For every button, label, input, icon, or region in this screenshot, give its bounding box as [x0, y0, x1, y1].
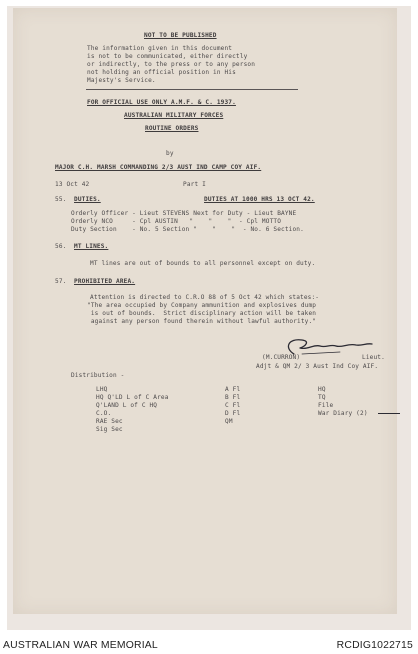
- order-date: 13 Oct 42: [55, 181, 90, 188]
- item-text-line: "The area occupied by Company ammunition and explosives dump: [87, 302, 317, 309]
- item-heading-prohibited-area: PROHIBITED AREA.: [74, 278, 136, 285]
- order-type-heading: ROUTINE ORDERS: [145, 125, 199, 132]
- item-number: 55.: [55, 196, 67, 203]
- distribution-entry: HQ Q'LD L of C Area: [96, 394, 169, 401]
- archive-footer: [0, 638, 418, 654]
- item-number: 57.: [55, 278, 67, 285]
- item-text-line: against any person found therein without lawful authority.": [87, 318, 317, 325]
- by-label: by: [166, 150, 174, 157]
- distribution-entry: Sig Sec: [96, 426, 123, 433]
- duty-line: Orderly Officer - Lieut STEVENS Next for Duty - Lieut BAYNE: [71, 210, 297, 217]
- secrecy-notice-line: not holding an official position in His: [87, 69, 236, 76]
- item-heading-duties: DUTIES.: [74, 196, 101, 203]
- official-use-heading: FOR OFFICIAL USE ONLY A.M.F. & C. 1937.: [87, 99, 236, 106]
- distribution-entry: QM: [225, 418, 233, 425]
- duty-line: Orderly NCO - Cpl AUSTIN " " " - Cpl MOTTO: [71, 218, 282, 225]
- distribution-entry: RAE Sec: [96, 418, 123, 425]
- item-text: MT lines are out of bounds to all personnel except on duty.: [90, 260, 316, 267]
- force-heading: AUSTRALIAN MILITARY FORCES: [124, 112, 224, 119]
- secrecy-notice-line: is not to be communicated, either directly: [87, 53, 248, 60]
- distribution-entry: TQ: [318, 394, 326, 401]
- distribution-heading: Distribution -: [71, 372, 125, 379]
- distribution-entry: Q'LAND L of C HQ: [96, 402, 158, 409]
- secrecy-notice-line: Majesty's Service.: [87, 77, 156, 84]
- duty-line: Duty Section - No. 5 Section " " " - No. 6 Section.: [71, 226, 304, 233]
- header-divider: [86, 89, 298, 90]
- item-number: 56.: [55, 243, 67, 250]
- signatory-appointment: Adjt & QM 2/ 3 Aust Ind Coy AIF.: [256, 363, 379, 370]
- distribution-entry: C.O.: [96, 410, 112, 417]
- signatory-name: (M.CURRON): [262, 354, 301, 361]
- item-heading-mt-lines: MT LINES.: [74, 243, 109, 250]
- distribution-entry: HQ: [318, 386, 326, 393]
- distribution-entry: A Fl: [225, 386, 241, 393]
- secrecy-notice-line: or indirectly, to the press or to any person: [87, 61, 256, 68]
- item-text-line: is out of bounds. Strict disciplinary action will be taken: [87, 310, 317, 317]
- distribution-entry: LHQ: [96, 386, 108, 393]
- classification-heading: NOT TO BE PUBLISHED: [144, 32, 217, 39]
- secrecy-notice-line: The information given in this document: [87, 45, 233, 52]
- distribution-entry: D Fl: [225, 410, 241, 417]
- distribution-entry: File: [318, 402, 334, 409]
- distribution-entry: B Fl: [225, 394, 241, 401]
- institution-name: AUSTRALIAN WAR MEMORIAL: [3, 640, 158, 651]
- issuer-heading: MAJOR C.H. MARSH COMMANDING 2/3 AUST IND CAMP COY AIF.: [55, 164, 262, 171]
- order-part: Part I: [183, 181, 206, 188]
- record-id: RCDIG1022715: [336, 640, 413, 651]
- duties-time-note: DUTIES AT 1000 HRS 13 OCT 42.: [204, 196, 315, 203]
- signatory-rank: Lieut.: [362, 354, 385, 361]
- distribution-entry: C Fl: [225, 402, 241, 409]
- item-text-line: Attention is directed to C.R.O 88 of 5 Oct 42 which states:-: [90, 294, 320, 301]
- war-diary-pen-line: [378, 413, 400, 414]
- distribution-entry: War Diary (2): [318, 410, 368, 417]
